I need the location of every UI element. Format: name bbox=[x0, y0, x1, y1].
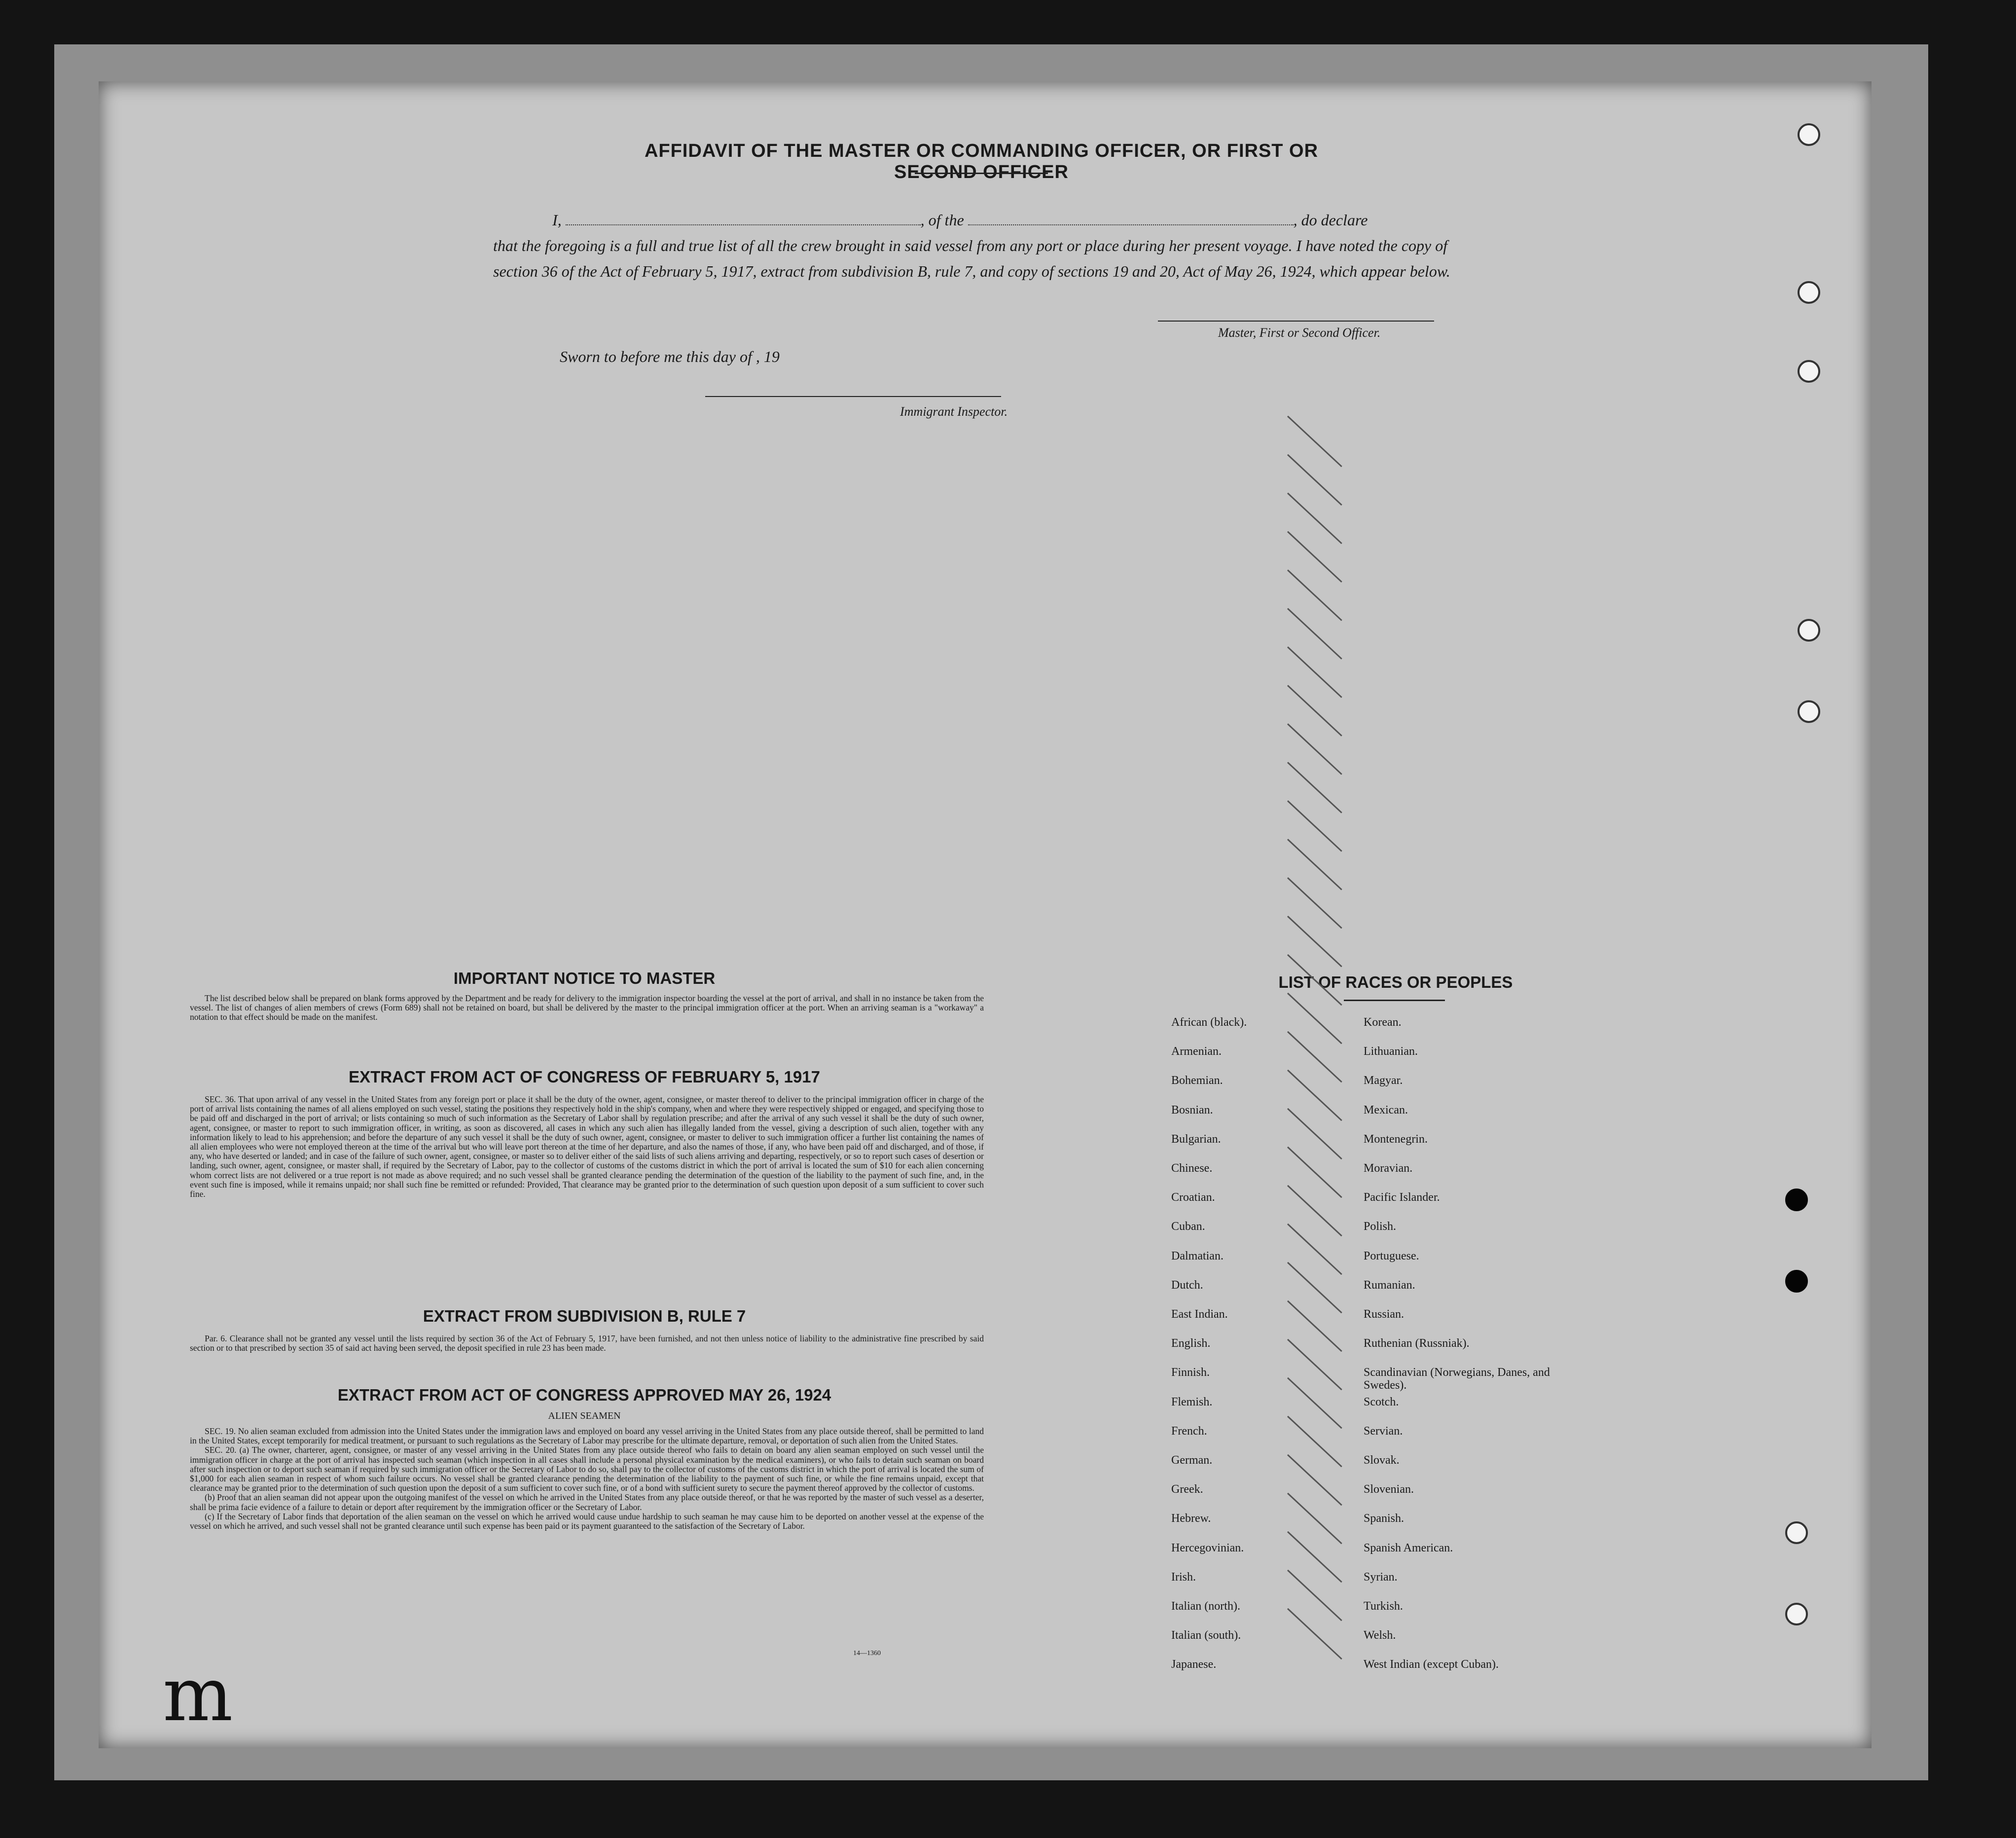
race-item-left: English. bbox=[1171, 1337, 1211, 1350]
punch-hole bbox=[1798, 700, 1820, 723]
pencil-check-mark bbox=[1287, 1531, 1342, 1583]
affidavit-body bbox=[493, 207, 1492, 284]
vessel-blank bbox=[968, 212, 1294, 225]
race-item-right: Rumanian. bbox=[1364, 1278, 1415, 1292]
pencil-check-mark bbox=[1287, 839, 1342, 890]
race-item-left: French. bbox=[1171, 1424, 1207, 1438]
pencil-check-mark bbox=[1287, 1300, 1342, 1352]
race-item-left: Croatian. bbox=[1171, 1191, 1215, 1204]
rule-7-text bbox=[190, 1334, 984, 1353]
race-item-right: Spanish. bbox=[1364, 1512, 1404, 1525]
extract-1924-title: EXTRACT FROM ACT OF CONGRESS APPROVED MAY 26, 1924 bbox=[337, 1386, 831, 1404]
extract-1917-title: EXTRACT FROM ACT OF CONGRESS OF FEBRUARY 5, 1917 bbox=[349, 1068, 820, 1086]
name-blank bbox=[566, 212, 921, 225]
race-item-right: Portuguese. bbox=[1364, 1249, 1419, 1262]
race-item-left: Bulgarian. bbox=[1171, 1132, 1221, 1146]
race-item-left: Chinese. bbox=[1171, 1162, 1213, 1175]
race-item-right: Syrian. bbox=[1364, 1570, 1398, 1584]
pencil-check-mark bbox=[1287, 916, 1342, 967]
punch-hole bbox=[1798, 360, 1820, 383]
race-item-left: Armenian. bbox=[1171, 1045, 1222, 1058]
race-item-left: Bosnian. bbox=[1171, 1103, 1213, 1117]
race-item-left: African (black). bbox=[1171, 1016, 1247, 1029]
race-item-right: Spanish American. bbox=[1364, 1541, 1453, 1554]
notice-text bbox=[190, 994, 984, 1022]
section-20c-paragraph: (c) If the Secretary of Labor finds that deportation of the alien seaman on the vessel on which he arrived would cause undue hardship to such seaman he may cause him to be deported on another vessel at the expense of the vessel on which he arrived, and such vessel shall not be granted clearance until such expense has been paid or its payment guaranteed to the satisfaction of the Secretary of Labor. bbox=[190, 1511, 984, 1531]
pencil-check-mark bbox=[1287, 1416, 1342, 1467]
rule-7-title: EXTRACT FROM SUBDIVISION B, RULE 7 bbox=[423, 1307, 746, 1325]
pencil-check-mark bbox=[1287, 1339, 1342, 1390]
pencil-check-mark bbox=[1287, 1262, 1342, 1313]
race-item-right: Pacific Islander. bbox=[1364, 1191, 1440, 1204]
affidavit-statement: that the foregoing is a full and true list of all the crew brought in said vessel from any port or place during her present voyage. I have noted the copy of section 36 of the Act of February 5, 1917, extract from subdivision B, rule 7, and copy of sections 19 and 20, Act of May 26, 1924, which appear below. bbox=[493, 237, 1450, 280]
punch-hole bbox=[1785, 1270, 1808, 1293]
pencil-check-mark bbox=[1287, 1070, 1342, 1121]
pencil-check-mark bbox=[1287, 1570, 1342, 1621]
pencil-check-mark bbox=[1287, 685, 1342, 736]
title-divider bbox=[915, 173, 1048, 174]
punch-hole bbox=[1798, 123, 1820, 146]
pencil-check-mark bbox=[1287, 993, 1342, 1044]
section-20a-paragraph: SEC. 20. (a) The owner, charterer, agent, consignee, or master of any vessel arriving in the United States from any place outside thereof who fails to detain on board any alien seaman employed on such vessel until the immigration officer in charge at the port of arrival has inspected such seaman (which inspection in all cases shall include a personal physical examination by the medical examiners), or who fails to detain such seaman on board after such inspection or to deport such seaman if required by such immigration officer or the Secretary of Labor to do so, shall pay to the collector of customs of the customs district in which the port of arrival is located the sum of $1,000 for each alien seaman in respect of whom such failure occurs. No vessel shall be granted clearance pending the determination of the liability to the payment of such fine, or while the fine remains unpaid, except that clearance may be granted prior to the determination of such question upon the deposit of a sum sufficient to cover such fine, or of a bond with sufficient surety to secure the payment thereof approved by the collector of customs. bbox=[190, 1445, 984, 1493]
punch-hole bbox=[1785, 1603, 1808, 1625]
race-item-left: Bohemian. bbox=[1171, 1074, 1223, 1087]
pencil-check-mark bbox=[1287, 1108, 1342, 1159]
pencil-check-mark bbox=[1287, 1031, 1342, 1082]
race-item-right: Turkish. bbox=[1364, 1600, 1403, 1613]
pencil-check-mark bbox=[1287, 1147, 1342, 1198]
pencil-check-mark bbox=[1287, 1377, 1342, 1429]
form-number: 14—1360 bbox=[853, 1650, 881, 1657]
race-item-left: Greek. bbox=[1171, 1483, 1203, 1496]
race-item-right: Polish. bbox=[1364, 1220, 1397, 1233]
race-item-left: German. bbox=[1171, 1454, 1213, 1467]
race-item-left: Hercegovinian. bbox=[1171, 1541, 1244, 1554]
race-item-left: Italian (south). bbox=[1171, 1629, 1241, 1642]
master-label: Master, First or Second Officer. bbox=[1218, 325, 1381, 340]
race-item-right: Mexican. bbox=[1364, 1103, 1408, 1117]
pencil-check-mark bbox=[1287, 877, 1342, 929]
race-item-left: East Indian. bbox=[1171, 1308, 1228, 1321]
race-item-right: West Indian (except Cuban). bbox=[1364, 1658, 1499, 1671]
race-item-right: Lithuanian. bbox=[1364, 1045, 1418, 1058]
notice-paragraph: The list described below shall be prepared on blank forms approved by the Department and be ready for delivery to the immigration inspector boarding the vessel at the port of arrival, and shall in no instance be taken from the vessel. The list of changes of alien members of crews (Form 689) shall not be retained on board, but shall be delivered by the master to the principal immigration officer at the port. When an arriving seaman is a "workaway" a notation to that effect should be made on the manifest. bbox=[190, 993, 984, 1022]
pencil-check-mark bbox=[1287, 762, 1342, 813]
race-item-left: Irish. bbox=[1171, 1570, 1196, 1584]
pencil-check-mark bbox=[1287, 723, 1342, 775]
pencil-check-mark bbox=[1287, 647, 1342, 698]
pencil-check-mark bbox=[1287, 416, 1342, 467]
extract-1924-text bbox=[190, 1427, 984, 1531]
race-item-left: Hebrew. bbox=[1171, 1512, 1211, 1525]
races-divider bbox=[1344, 1000, 1445, 1001]
punch-hole bbox=[1785, 1521, 1808, 1544]
extract-1917-text bbox=[190, 1095, 984, 1199]
punch-hole bbox=[1798, 281, 1820, 304]
manifest-page bbox=[99, 81, 1872, 1748]
pencil-check-mark bbox=[1287, 1454, 1342, 1506]
pencil-check-mark bbox=[1287, 608, 1342, 659]
races-title: LIST OF RACES OR PEOPLES bbox=[1278, 973, 1513, 991]
race-item-right: Welsh. bbox=[1364, 1629, 1396, 1642]
section-36-paragraph: SEC. 36. That upon arrival of any vessel in the United States from any foreign port or place it shall be the duty of the owner, agent, consignee, or master thereof to deliver to the principal immigration officer in charge of the port of arrival lists containing the names of all aliens employed on such vessel, stating the positions they respectively hold in the ship's company, when and where they were respectively shipped or engaged, and specifying those to be paid off and discharged in the port of arrival; or lists containing so much of such information as the Secretary of Labor shall by regulation prescribe; and after the arrival of any such vessel it shall be the duty of such owner, agent, consignee, or master to report to such immigration officer, in writing, as soon as discovered, all cases in which any such alien has illegally landed from the vessel, giving a description of such alien, together with any information likely to lead to his apprehension; and before the departure of any such vessel it shall be the duty of such owner, agent, consignee, or master to deliver to such immigration officer a further list containing the names of all alien employees who were not employed thereon at the time of the arrival but who will leave port thereon at the time of her departure, and also the names of those, if any, who have been paid off and discharged, and of those, if any, who have deserted or landed; and in case of the failure of such owner, agent, consignee, or master so to deliver either of the said lists of such aliens arriving and departing, respectively, or so to report such cases of desertion or landing, such owner, agent, consignee, or master shall, if required by the Secretary of Labor, pay to the collector of customs of the customs district in which the port of arrival is located the sum of $10 for each alien concerning whom correct lists are not delivered or a true report is not made as above required; and no such vessel shall be granted clearance pending the determination of the question of the liability to the payment of such fine, and, in the event such fine is imposed, while it remains unpaid; nor shall such fine be remitted or refunded: Provided, That clearance may be granted prior to the determination of such question upon deposit of a sum sufficient to cover such fine. bbox=[190, 1094, 984, 1199]
race-item-left: Japanese. bbox=[1171, 1658, 1217, 1671]
race-item-right: Magyar. bbox=[1364, 1074, 1403, 1087]
race-item-right: Russian. bbox=[1364, 1308, 1404, 1321]
affidavit-of-the: , of the bbox=[920, 211, 964, 229]
section-19-paragraph: SEC. 19. No alien seaman excluded from admission into the United States under the immigration laws and employed on board any vessel arriving in the United States from any place outside thereof, shall be permitted to land in the United States, except temporarily for medical treatment, or pursuant to such regulations as the Secretary of Labor may prescribe for the ultimate departure, removal, or deportation of such alien from the United States. bbox=[190, 1426, 984, 1446]
notice-title: IMPORTANT NOTICE TO MASTER bbox=[453, 969, 716, 987]
pencil-check-mark bbox=[1287, 493, 1342, 544]
section-20b-paragraph: (b) Proof that an alien seaman did not appear upon the outgoing manifest of the vessel on which he arrived in the United States from any place outside thereof, or that he was reported by the master of such vessel as a deserter, shall be prima facie evidence of a failure to detain or deport after requirement by the immigration officer or the Secretary of Labor. bbox=[190, 1492, 984, 1512]
sworn-line bbox=[560, 348, 780, 366]
pencil-check-mark bbox=[1287, 1493, 1342, 1544]
race-item-left: Dutch. bbox=[1171, 1278, 1203, 1292]
year-text: , 19 bbox=[756, 348, 780, 365]
race-item-left: Flemish. bbox=[1171, 1395, 1213, 1408]
race-item-left: Cuban. bbox=[1171, 1220, 1205, 1233]
race-item-right: Scotch. bbox=[1364, 1395, 1399, 1408]
race-item-right: Korean. bbox=[1364, 1016, 1402, 1029]
day-of-text: day of bbox=[713, 348, 752, 365]
race-item-right: Slovenian. bbox=[1364, 1483, 1414, 1496]
punch-hole bbox=[1785, 1189, 1808, 1211]
inspector-label: Immigrant Inspector. bbox=[900, 404, 1008, 419]
race-item-right: Moravian. bbox=[1364, 1162, 1413, 1175]
handwritten-mark: m bbox=[163, 1652, 233, 1738]
race-item-right: Servian. bbox=[1364, 1424, 1403, 1438]
punch-hole bbox=[1798, 619, 1820, 642]
pencil-check-mark bbox=[1287, 570, 1342, 621]
pencil-check-mark bbox=[1287, 800, 1342, 852]
affidavit-title: AFFIDAVIT OF THE MASTER OR COMMANDING OFFICER, OR FIRST OR SECOND OFFICER bbox=[644, 141, 1319, 182]
master-signature-line bbox=[1158, 321, 1434, 322]
race-item-right: Scandinavian (Norwegians, Danes, and Swedes). bbox=[1364, 1366, 1550, 1392]
race-item-right: Montenegrin. bbox=[1364, 1132, 1428, 1146]
pencil-check-mark bbox=[1287, 531, 1342, 582]
sworn-text: Sworn to before me this bbox=[560, 348, 709, 365]
inspector-signature-line bbox=[705, 396, 1001, 397]
race-item-left: Italian (north). bbox=[1171, 1600, 1240, 1613]
race-item-right: Ruthenian (Russniak). bbox=[1364, 1337, 1470, 1350]
alien-seamen-subtitle: ALIEN SEAMEN bbox=[548, 1410, 621, 1421]
race-item-right: Slovak. bbox=[1364, 1454, 1400, 1467]
rule-7-paragraph: Par. 6. Clearance shall not be granted any vessel until the lists required by section 36 of the Act of February 5, 1917, have been furnished, and not then unless notice of liability to the administrative fine prescribed by said section or to that prescribed by section 35 of said act having been served, the deposit specified in rule 23 has been made. bbox=[190, 1333, 984, 1353]
pencil-check-mark bbox=[1287, 1608, 1342, 1659]
affidavit-i: I, bbox=[552, 211, 562, 229]
pencil-check-mark bbox=[1287, 1185, 1342, 1236]
pencil-check-mark bbox=[1287, 454, 1342, 505]
affidavit-do-declare: , do declare bbox=[1293, 211, 1368, 229]
race-item-left: Dalmatian. bbox=[1171, 1249, 1224, 1262]
pencil-check-mark bbox=[1287, 1224, 1342, 1275]
race-item-left: Finnish. bbox=[1171, 1366, 1210, 1379]
